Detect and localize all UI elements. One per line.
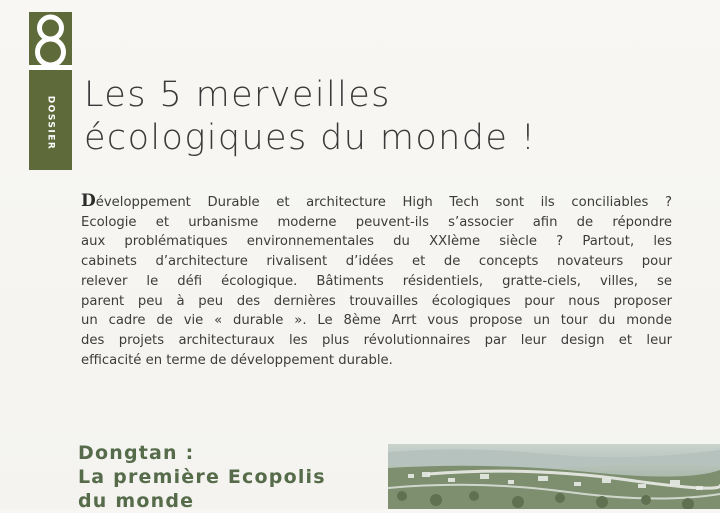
intro-line: un cadre de vie « durable ». Le 8ème Arrt vous propose un tour du monde (81, 313, 672, 329)
page-title (84, 74, 644, 160)
drop-cap: D (81, 191, 96, 211)
article-subheading (78, 441, 378, 513)
section-number-logo (29, 12, 72, 72)
intro-line: aux problématiques environnementales du XXIème siècle ? Partout, les (81, 234, 672, 250)
title-line-2: écologiques du monde ! (84, 118, 537, 158)
subhead-line-2: La première Ecopolis (78, 466, 326, 488)
city-aerial-image (388, 444, 720, 509)
intro-line: Ecologie et urbanisme moderne peuvent-ils s’associer afin de répondre (81, 214, 672, 230)
title-line-1: Les 5 merveilles (84, 75, 391, 115)
intro-line: parent peu à peu des dernières trouvailles écologiques pour nous proposer (81, 293, 672, 309)
intro-line: des projets architecturaux les plus révolutionnaires par leur design et leur (81, 332, 672, 348)
intro-line: efficacité en terme de développement durable. (81, 352, 393, 368)
section-tab (29, 12, 72, 170)
intro-line: cabinets d’architecture rivalisent d’idées et de concepts novateurs pour (81, 254, 672, 270)
intro-paragraph (81, 192, 672, 370)
intro-line: relever le défi écologique. Bâtiments résidentiels, gratte-ciels, villes, se (81, 273, 672, 289)
intro-line (81, 192, 672, 213)
subhead-line-3: du monde (78, 490, 195, 512)
eight-logo-icon (29, 12, 72, 70)
dongtan-aerial-photo (388, 444, 720, 509)
section-label (29, 78, 72, 168)
intro-line-1-text: éveloppement Durable et architecture High Tech sont ils conciliables ? (95, 195, 672, 210)
subhead-line-1: Dongtan : (78, 442, 195, 464)
section-label-text: DOSSIER (45, 95, 56, 151)
